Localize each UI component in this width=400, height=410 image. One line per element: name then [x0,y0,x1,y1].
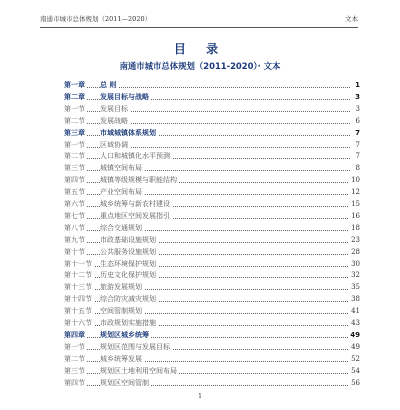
document-subtitle: 南通市城市总体规划（2011-2020）· 文本 [119,61,281,71]
toc-entry-page: 30 [351,259,360,268]
toc-entry-page: 10 [351,176,360,185]
toc-entry-title: 公共服务设施规划 [100,247,156,256]
toc-entry-number: 第十三节 [64,283,92,292]
running-header-title: 南通市城市总体规划（2011—2020） [40,15,152,23]
toc-entry-number: 第五节 [64,188,85,197]
toc-entry-title: 区域协调 [100,140,128,149]
toc-section-row[interactable] [64,151,360,161]
toc-entry-title: 发展目标 [100,104,128,113]
toc-entry-title: 综合防灾减灾规划 [100,295,156,304]
toc-section-row[interactable] [64,378,360,388]
toc-entry-title: 规划区土地利用空间布局 [100,366,177,375]
page-number: 1 [198,393,202,400]
toc-entry-title: 市政规划实施措施 [100,319,156,327]
toc-section-row[interactable] [64,270,360,280]
toc-entry-number: 第十一节 [64,259,92,268]
toc-entry-title: 城乡统筹与新农村建设 [100,200,170,208]
toc-entry-number: 第十五节 [64,307,92,316]
toc-entry-number: 第三节 [64,366,85,375]
toc-entry-title: 空间管制规划 [100,307,142,316]
toc-entry-number: 第十节 [64,247,85,256]
toc-entry-title: 城乡统筹发展 [100,354,142,363]
toc-entry-title: 旅游发展规划 [100,283,142,292]
toc-section-row[interactable] [64,223,360,233]
toc-entry-page: 54 [351,366,360,375]
toc-entry-number: 第一节 [64,140,85,149]
toc-entry-number: 第六节 [64,200,85,208]
toc-entry-page: 7 [350,128,360,138]
running-header-label: 文本 [345,15,358,23]
toc-entry-number: 第二节 [64,116,85,125]
toc-entry-title: 市政基础设施规划 [100,235,156,244]
toc-section-row[interactable] [64,235,360,245]
toc-section-row[interactable] [64,354,360,364]
toc-entry-page: 23 [351,235,360,244]
toc-section-row[interactable] [64,366,360,376]
toc-section-row[interactable] [64,199,360,209]
toc-entry-title: 人口和城镇化水平预测 [100,152,170,161]
toc-entry-page: 16 [351,211,360,220]
toc-entry-number: 第九节 [64,235,85,244]
toc-entry-number: 第一节 [64,104,85,113]
toc-entry-page: 43 [351,319,360,327]
toc-section-row[interactable] [64,342,360,352]
toc-section-row[interactable] [64,282,360,292]
toc-entry-page: 3 [350,104,360,114]
toc-entry-number: 第七节 [64,211,85,220]
toc-entry-number: 第四章 [64,330,85,339]
toc-entry-page: 12 [351,188,360,197]
toc-chapter-row[interactable] [64,80,360,90]
toc-entry-page: 15 [351,200,360,208]
toc-entry-number: 第四节 [64,176,85,185]
toc-entry-title: 市域城镇体系规划 [100,128,156,137]
toc-section-row[interactable] [64,294,360,304]
toc-entry-title: 规划区城乡统筹 [100,330,149,339]
toc-section-row[interactable] [64,318,360,328]
toc-entry-title: 发展目标与战略 [100,92,149,101]
toc-entry-title: 总 则 [100,81,117,89]
toc-entry-page: 38 [351,295,360,304]
toc-entry-title: 规划区范围与发展目标 [100,342,170,351]
toc-entry-title: 生态环境保护规划 [100,259,156,268]
toc-entry-number: 第一章 [64,81,85,89]
toc-section-row[interactable] [64,187,360,197]
toc-entry-number: 第十六节 [64,319,92,327]
toc-section-row[interactable] [64,116,360,126]
toc-entry-title: 历史文化保护规划 [100,271,156,280]
toc-chapter-row[interactable] [64,92,360,102]
toc-section-row[interactable] [64,306,360,316]
toc-chapter-row[interactable] [64,128,360,138]
toc-entry-title: 产业空间布局 [100,188,142,197]
toc-entry-page: 35 [351,283,360,292]
toc-entry-page: 6 [350,116,360,126]
toc-entry-title: 重点地区空间发展指引 [100,211,170,220]
toc-entry-title: 规划区空间管制 [100,378,149,387]
toc-entry-page: 56 [351,378,360,387]
toc-entry-title: 综合交通规划 [100,223,142,232]
toc-section-row[interactable] [64,140,360,150]
toc-entry-page: 18 [351,223,360,232]
toc-entry-number: 第二节 [64,152,85,161]
toc-entry-number: 第三章 [64,128,85,137]
toc-section-row[interactable] [64,259,360,269]
toc-entry-number: 第十四节 [64,295,92,304]
toc-entry-page: 52 [351,354,360,363]
toc-chapter-row[interactable] [64,330,360,340]
toc-entry-page: 7 [350,151,360,161]
toc-entry-number: 第四节 [64,378,85,387]
toc-section-row[interactable] [64,211,360,221]
toc-entry-page: 8 [350,163,360,173]
toc-section-row[interactable] [64,104,360,114]
toc-title: 目 录 [173,42,227,56]
toc-entry-page: 41 [351,307,360,316]
running-header [40,13,358,28]
toc-section-row[interactable] [64,247,360,257]
toc-section-row[interactable] [64,175,360,185]
toc-entry-page: 49 [350,330,360,339]
toc-entry-number: 第二节 [64,354,85,363]
toc-entry-page: 32 [351,271,360,280]
toc-entry-number: 第一节 [64,342,85,351]
toc-entry-page: 49 [351,342,360,351]
toc-entry-page: 28 [351,247,360,256]
toc-entry-number: 第三节 [64,164,85,173]
toc-entry-title: 城镇等级规模与职能结构 [100,176,177,185]
toc-entry-number: 第八节 [64,223,85,232]
toc-entry-page: 1 [350,80,360,90]
toc-entry-title: 发展战略 [100,116,128,125]
toc-entry-number: 第十二节 [64,271,92,280]
toc-entry-page: 3 [350,92,360,102]
toc-entry-number: 第二章 [64,92,85,101]
toc-entry-title: 城镇空间布局 [100,164,142,173]
toc-entry-page: 7 [350,140,360,150]
toc-section-row[interactable] [64,163,360,173]
